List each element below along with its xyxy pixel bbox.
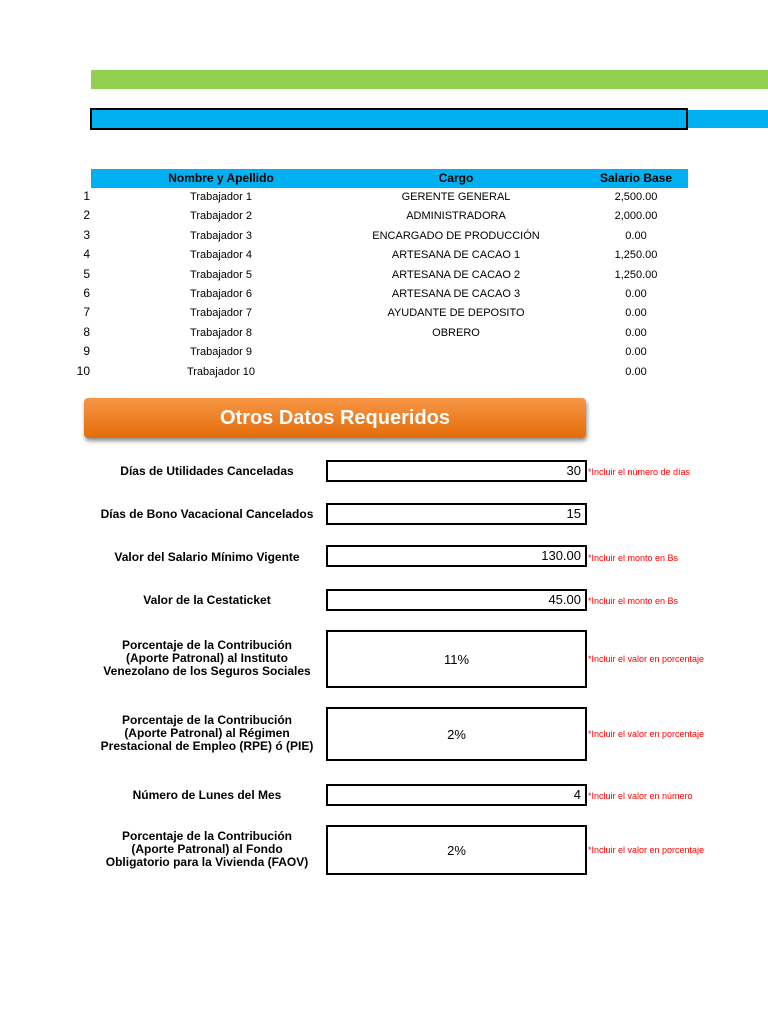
header-blue-bar-extension — [688, 110, 768, 128]
row-cargo: ARTESANA DE CACAO 3 — [391, 288, 521, 300]
row-salario: 0.00 — [625, 365, 647, 378]
table-row — [60, 208, 700, 227]
faov-label: Porcentaje de la Contribución (Aporte Patronal) al Fondo Obligatorio para la Vivienda (FAOV) — [105, 829, 309, 869]
utilidades-input[interactable]: 30 — [326, 460, 587, 482]
table-row — [60, 364, 700, 383]
row-number: 4 — [83, 247, 90, 262]
row-salario: 0.00 — [625, 346, 647, 359]
faov-note: *Incluir el valor en porcentaje — [588, 845, 705, 855]
lunes-input[interactable]: 4 — [326, 784, 587, 806]
row-cargo: AYUDANTE DE DEPOSITO — [387, 307, 525, 320]
rpe-input[interactable]: 2% — [326, 707, 587, 761]
row-name: Trabajador 9 — [190, 346, 252, 359]
row-name: Trabajador 3 — [190, 229, 252, 242]
row-cargo: ADMINISTRADORA — [406, 210, 506, 223]
row-cargo: ENCARGADO DE PRODUCCIÓN — [372, 229, 540, 242]
row-cargo: ARTESANA DE CACAO 1 — [391, 249, 521, 262]
cestaticket-label: Valor de la Cestaticket — [143, 593, 271, 607]
lunes-label: Número de Lunes del Mes — [132, 788, 282, 802]
bono-input[interactable]: 15 — [326, 503, 587, 525]
utilidades-note: *Incluir el número de días — [588, 467, 691, 477]
row-cargo: ARTESANA DE CACAO 2 — [391, 268, 521, 281]
ivss-label: Porcentaje de la Contribución (Aporte Patronal) al Instituto Venezolano de los Seguros Sociales — [103, 638, 311, 678]
faov-input[interactable]: 2% — [326, 825, 587, 875]
row-number: 9 — [83, 344, 90, 359]
row-name: Trabajador 10 — [186, 365, 256, 378]
header-green-bar — [91, 70, 768, 89]
table-row — [60, 305, 700, 324]
row-number: 7 — [83, 305, 90, 320]
row-salario: 0.00 — [625, 307, 647, 320]
table-row — [60, 228, 700, 247]
table-row — [60, 344, 700, 363]
row-cargo: GERENTE GENERAL — [401, 191, 511, 203]
row-number: 1 — [83, 189, 90, 203]
header-salario: Salario Base — [599, 171, 673, 185]
row-salario: 0.00 — [625, 326, 647, 339]
table-row — [60, 247, 700, 266]
salario-min-label: Valor del Salario Mínimo Vigente — [114, 550, 300, 564]
row-cargo: OBRERO — [432, 326, 480, 339]
cestaticket-note: *Incluir el monto en Bs — [588, 596, 679, 606]
bono-label: Días de Bono Vacacional Cancelados — [100, 507, 314, 521]
table-row — [60, 325, 700, 344]
ivss-note: *Incluir el valor en porcentaje — [588, 654, 705, 664]
otros-datos-button[interactable]: Otros Datos Requeridos — [84, 398, 586, 438]
lunes-note: *Incluir el valor en número — [588, 791, 693, 801]
rpe-label: Porcentaje de la Contribución (Aporte Patronal) al Régimen Prestacional de Empleo (RPE) ó (PIE) — [100, 713, 314, 753]
row-name: Trabajador 2 — [190, 210, 252, 223]
table-row — [60, 189, 700, 208]
row-number: 3 — [83, 227, 90, 242]
cestaticket-input[interactable]: 45.00 — [326, 589, 587, 611]
row-salario: 0.00 — [625, 229, 647, 242]
table-row — [60, 286, 700, 305]
salario-min-note: *Incluir el monto en Bs — [588, 553, 679, 563]
header-blue-bar — [90, 108, 688, 130]
row-salario: 1,250.00 — [614, 249, 658, 262]
row-name: Trabajador 8 — [190, 326, 252, 339]
row-salario: 1,250.00 — [614, 268, 658, 281]
row-name: Trabajador 5 — [190, 268, 252, 281]
salario-min-input[interactable]: 130.00 — [326, 545, 587, 567]
table-row — [60, 267, 700, 286]
row-number: 10 — [76, 363, 90, 378]
utilidades-label: Días de Utilidades Canceladas — [120, 464, 294, 478]
header-cargo: Cargo — [438, 171, 474, 185]
row-salario: 2,500.00 — [614, 191, 658, 203]
row-number: 8 — [83, 324, 90, 339]
row-number: 2 — [83, 208, 90, 223]
header-nombre: Nombre y Apellido — [168, 171, 274, 185]
rpe-note: *Incluir el valor en porcentaje — [588, 729, 705, 739]
row-salario: 0.00 — [625, 288, 647, 300]
row-name: Trabajador 1 — [190, 191, 252, 203]
table-header — [91, 169, 688, 188]
row-name: Trabajador 4 — [190, 249, 252, 262]
row-name: Trabajador 6 — [190, 288, 252, 300]
ivss-input[interactable]: 11% — [326, 630, 587, 688]
row-name: Trabajador 7 — [190, 307, 252, 320]
row-number: 6 — [83, 286, 90, 300]
row-number: 5 — [83, 266, 90, 281]
row-salario: 2,000.00 — [614, 210, 658, 223]
